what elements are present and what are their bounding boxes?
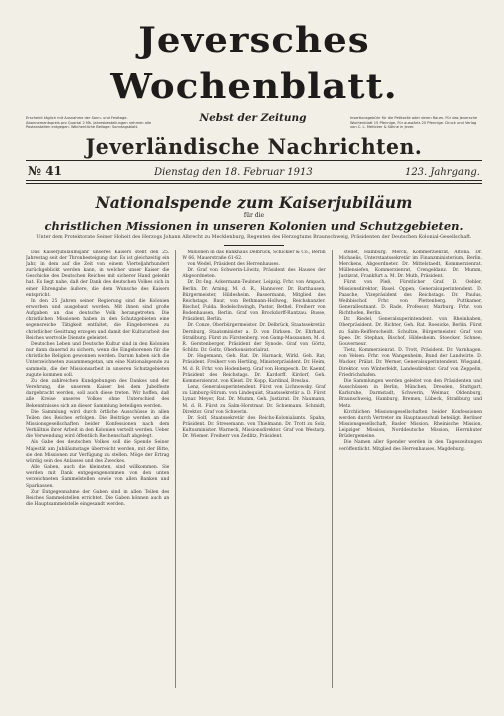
- paragraph: Als Gabe des deutschen Volkes soll die Spende Seiner Majestät am Jubiläumstage überreicht werden, mit der Bitte, sie den Missionen zur Verfügung zu stellen. Möge der Ertrag würdig sein des Anlasses und des Zweckes.: [26, 440, 170, 464]
- newspaper-page: [26, 18, 482, 688]
- article-columns: [26, 250, 482, 688]
- paragraph: Die Namen aller Spender werden in den Tageszeitungen veröffentlicht. Mitglied des Herrenhauses, Magdeburg.: [338, 440, 482, 452]
- paragraph: Lenz, Generalsuperintendent. Fürst von Lichnowsky. Graf zu Limburg-Stirum. von Lindequist, Staatssekretär a. D. Fürst Lynar. Meyer, Rat. Dr. Mumm, Geh. Justizrat. Dr. Naumann, M. d. R. Fürst zu Salm-Horstmar. Dr. Schiemann. Schmidt, Direktor. Graf von Schwerin.: [182, 385, 326, 415]
- double-rule: [26, 180, 482, 184]
- paragraph: Deutsches Leben und Deutsche Kultur sind in den Kolonien nur dann dauernd zu sichern, wenn die Eingeborenen für die christliche Religion gewonnen werden. Darum haben sich die Unterzeichneten zusammengetan, um eine Nationalspende zu sammeln, die der Missionsarbeit in unseren Schutzgebieten zugute kommen soll.: [26, 341, 170, 378]
- paragraph: Zu den zahlreichen Kundgebungen des Dankes und der Verehrung, die unserem Kaiser bei dem Jubelfeste dargebracht werden, soll auch diese treten. Wir hoffen, daß alle Kreise unseres Volkes ohne Unterschied des Bekenntnisses sich an dieser Sammlung beteiligen werden.: [26, 378, 170, 409]
- paragraph: Kirchlichen Missionsgesellschaften beider Konfessionen werden durch Vertreter im Hauptausschuß beteiligt. Berliner Missionsgesellschaft, Basler Mission, Rheinische Mission, Leipziger Mission, Norddeutsche Mission, Herrnhuter Brüdergemeine.: [338, 409, 482, 440]
- subscription-note: Erscheint täglich mit Ausnahme der Sonn- und Festtage. Abonnementspreis pro Quartal 2 Mk. Jahresbestellungen nehmen alle Postanstalten entgegen. Wöchentliche Beilage: Sonntagsblatt.: [26, 116, 152, 130]
- paragraph: Dr. Riedel, Generalsuperintendent. von Rheinbaben, Oberpräsident. Dr. Richter, Geh. Rat. Roesicke, Berlin. Fürst zu Salm-Reifferscheidt. Schultze, Bürgermeister. Graf von Spee. Dr. Stephan, Bischof, Hildesheim. Stoecker. Schnee, Gouverneur.: [338, 317, 482, 347]
- masthead-title: Jeversches Wochenblatt.: [110, 20, 398, 107]
- paragraph: Zur Entgegennahme der Gaben sind in allen Teilen des Reiches Sammelstellen errichtet. Die Gaben können auch an die Hauptsammelstelle eingesandt werden.: [26, 489, 170, 507]
- paragraph: Die Sammlungen werden geleitet von den Präsidenten und Ausschüssen in Berlin, München, Dresden, Stuttgart, Karlsruhe, Darmstadt, Schwerin, Weimar, Oldenburg, Braunschweig, Hamburg, Bremen, Lübeck, Straßburg und Metz.: [338, 378, 482, 409]
- insertion-fee-note: Insertionsgebühr für die Petitzeile oder deren Raum. Für das Jeversche Wochenblatt 15 Pfennige, Für auswärts 20 Pfennige. Druck und Verlag von C. L. Mettcker & Söhne in Jever.: [350, 116, 478, 130]
- column-2: [182, 250, 325, 688]
- column-separator: [175, 250, 176, 688]
- nebst-der-zeitung: Nebst der Zeitung: [199, 112, 307, 124]
- paragraph: Das Kaiserjubiläumsjahr unseres Kaisers stellt den 25. Jahrestag seit der Thronbesteigung dar. Es ist gleichzeitig ein Jahr, in dem auf die Zeit von einem Vierteljahrhundert zurückgeblickt werden kann, in welcher unser Kaiser die Geschicke des Deutschen Reiches mit sicherer Hand gelenkt hat. Es liegt nahe, daß der Dank des deutschen Volkes sich in einer Ehrengabe äußere, die dem Wunsche des Kaisers entspricht.: [26, 249, 170, 298]
- paragraph: Tietz, Kommerzienrat. D. Trott, Präsident. Dr. Varnhagen. von Velsen. Frhr. von Wangenheim, Bund der Landwirte. D. Wacker, Prälat. Dr. Werner, Generalsuperintendent. Wiegand, Direktor. von Winterfeldt, Landesdirektor. Graf von Zeppelin, Friedrichshafen.: [338, 348, 482, 378]
- paragraph: Alle Gaben, auch die kleinsten, sind willkommen. Sie werden mit Dank entgegengenommen von den unten verzeichneten Sammelstellen sowie von allen Banken und Sparkassen.: [26, 465, 170, 489]
- protectorate-note: Unter dem Protektorate Seiner Hoheit des Herzogs Johann Albrecht zu Mecklenburg, Regenten des Herzogtums Braunschweig, Präsidenten der Deutschen Kolonial-Gesellschaft.: [36, 235, 472, 240]
- column-1: [26, 250, 169, 688]
- paragraph: In den 25 Jahren seiner Regierung sind die Kolonien erworben und ausgebaut worden. Mit ihnen sind große Aufgaben an das deutsche Volk herangetreten. Die christlichen Missionen haben in den Schutzgebieten eine segensreiche Tätigkeit entfaltet, die Eingeborenen zu christlicher Gesittung erzogen und damit der Kulturarbeit des Reiches wertvolle Dienste geleistet.: [26, 298, 170, 341]
- section-divider: [224, 245, 284, 246]
- paragraph: Dr. Dr.-Ing. Ackermann-Teubner, Leipzig. Frhr. von Ampach, Berlin. Dr. Arning, M. d. R., Hannover. Dr. Barthausen, Bürgermeister, Hildesheim. Bassermann, Mitglied des Reichstags. Baur, von Bethmann-Hollweg, Reichskanzler. Bischof, Fulda. Bodelschwingh, Pastor, Bethel. Freiherr von Bodenhausen, Berlin. Graf von Brockdorff-Rantzau. Busse, Präsident, Berlin.: [182, 280, 326, 323]
- article-subheading: christlichen Missionen in unseren Kolonien und Schutzgebieten.: [44, 219, 464, 233]
- paragraph: Dr. Solf, Staatssekretär des Reichs-Kolonialamts. Spahn, Präsident. Dr. Stresemann. von Thielmann. Dr. Trott zu Solz, Kultusminister. Warneck, Missionsdirektor. Graf von Westarp. Dr. Wiemer. Freiherr von Zedlitz, Präsident.: [182, 415, 326, 440]
- paragraph: Dr. Hagemann, Geh. Rat. Dr. Harnack, Wirkl. Geh. Rat, Präsident. Freiherr von Hertling, Ministerpräsident. Dr. Heim, M. d. R. Frhr. von Hodenberg. Graf von Hompesch. Dr. Kaemf, Präsident des Reichstags. Dr. Kardorff. Kirdorf, Geh. Kommerzienrat. von Kleist. Dr. Kopp, Kardinal, Breslau.: [182, 354, 326, 384]
- issue-number: № 41: [28, 164, 62, 178]
- paragraph: stellet, Hamburg. Merck, Kommerzienrat, Altona. Dr. Michaelis, Unterstaatssekretär im Finanzministerium, Berlin. Merckens, Abgeordneter. Dr. Mittelstaedt, Kommerzienrat. Müllensiefen, Kommerzienrat, Crengeldanz. Dr. Mumm, Justizrat, Frankfurt a. M. Dr. Muth, Präsident.: [338, 249, 482, 280]
- paragraph: Dr. Conze, Oberbürgermeister. Dr. Delbrück, Staatssekretär. Dernburg, Staatsminister a. D. von Dirksen. Dr. Ehrhard, Straßburg. Fürst zu Fürstenberg. von Gamp-Massaunen, M. d. R. Gerstenberger, Präsident der Synode. Graf von Görtz, Schlitz. Dr. Goltz, Oberkonsistorialrat.: [182, 323, 326, 354]
- article-heading: Nationalspende zum Kaiserjubiläum: [95, 193, 413, 212]
- paragraph: Dr. Graf von Schwerin-Löwitz, Präsident des Hauses der Abgeordneten.: [182, 268, 326, 280]
- issue-year: 123. Jahrgang.: [404, 167, 480, 178]
- paragraph: Die Sammlung wird durch örtliche Ausschüsse in allen Teilen des Reiches erfolgen. Die Beiträge werden an die Missionsgesellschaften beider Konfessionen nach dem Verhältnis ihrer Arbeit in den Kolonien verteilt werden. Ueber die Verwendung wird öffentlich Rechenschaft abgelegt.: [26, 409, 170, 440]
- paragraph: Millionen in das Bankhaus Delbrück, Schickler & Co., Berlin W 66, Mauerstraße 61-62.: [182, 249, 326, 261]
- issue-date: Dienstag den 18. Februar 1913: [154, 167, 313, 178]
- supplement-title: Jeverländische Nachrichten.: [85, 134, 423, 159]
- article-heading-connector: für die: [243, 212, 265, 219]
- column-separator: [332, 250, 333, 688]
- column-3: [339, 250, 482, 688]
- paragraph: von Wedel, Präsident des Herrenhauses.: [187, 261, 280, 267]
- paragraph: Fürst von Pleß, Fürstlicher Graf. D. Oehler, Missionsdirektor, Basel. Oppen, Generalsuperintendent. D. Paasche, Vizepräsident des Reichstags. Dr. Paulus, Weihbischof. Frhr. von Plettenberg. Puttkamer, Generalleutnant. D. Rade, Professor, Marburg. Frhr. von Richthofen, Berlin.: [338, 280, 482, 317]
- issue-info-row: [26, 161, 482, 180]
